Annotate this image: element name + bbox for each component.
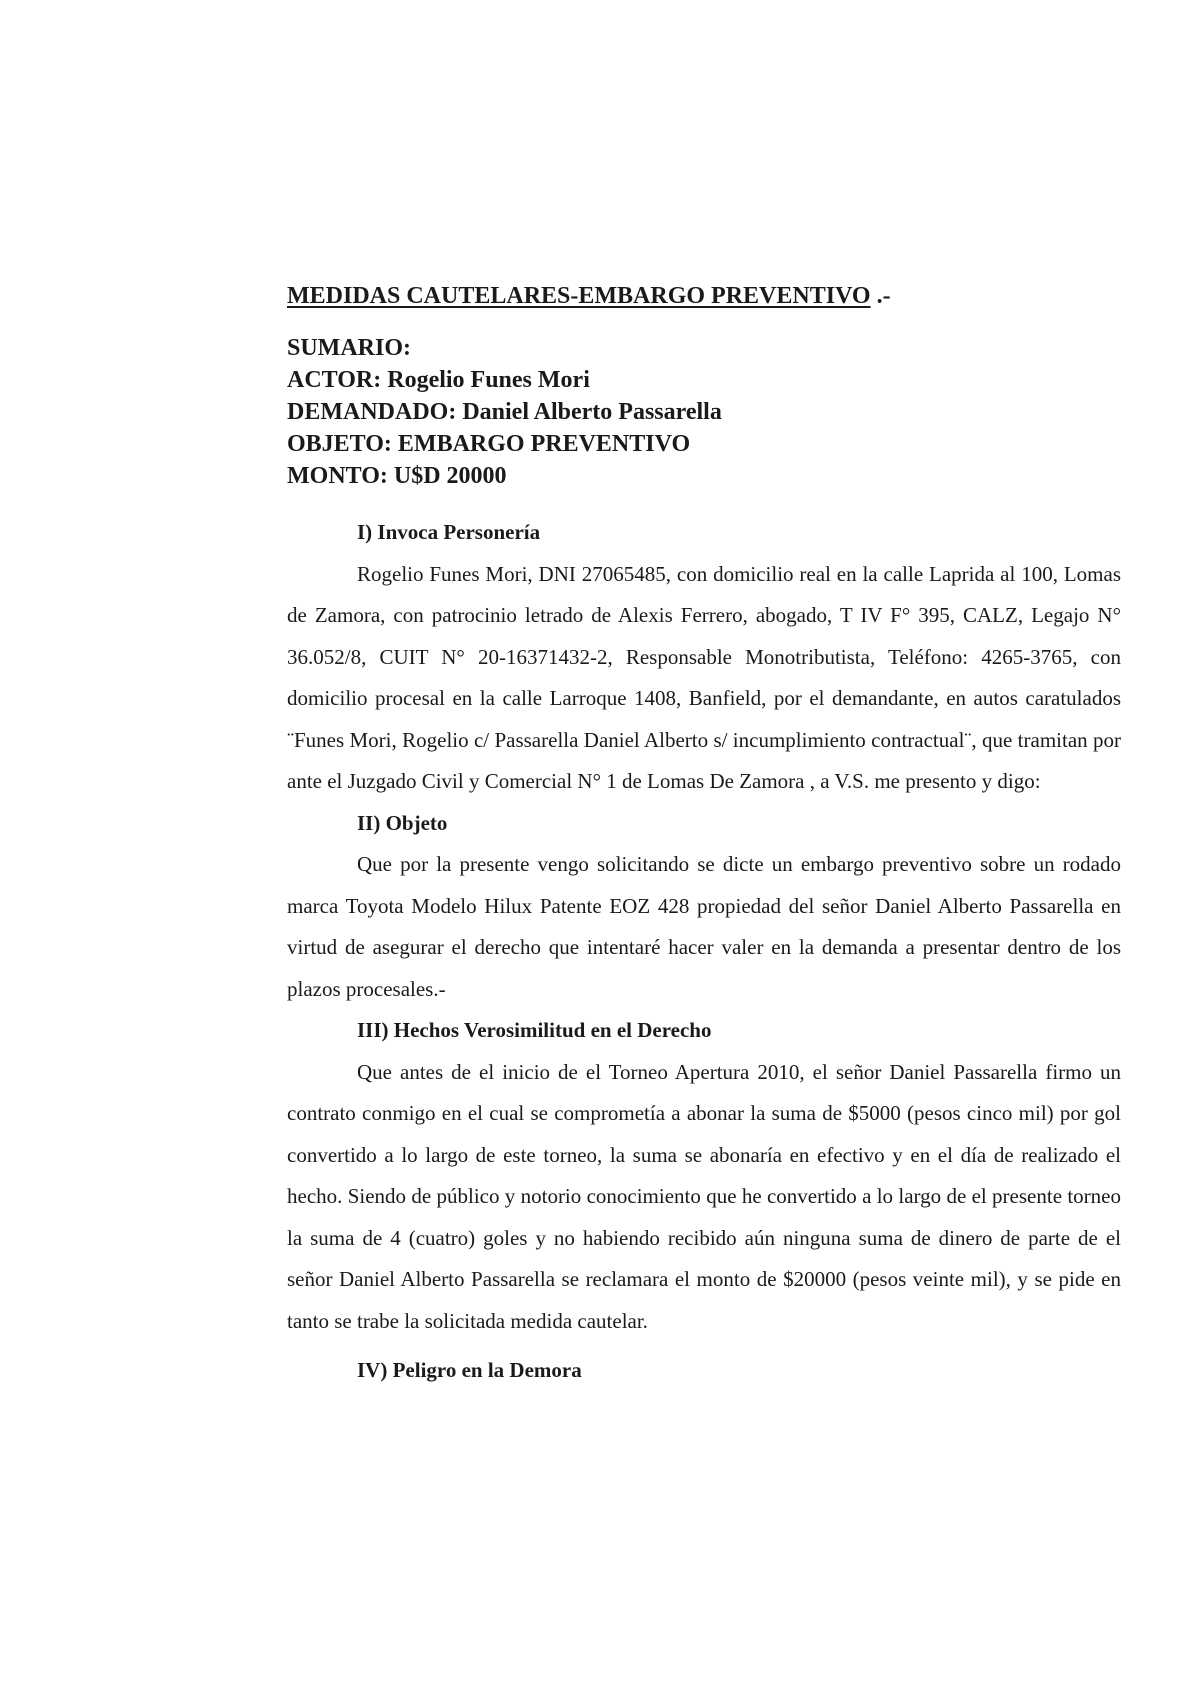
summary-block	[287, 332, 1121, 492]
section-body-objeto: Que por la presente vengo solicitando se dicte un embargo preventivo sobre un rodado marca Toyota Modelo Hilux Patente EOZ 428 propiedad del señor Daniel Alberto Passarella en virtud de asegurar el derecho que intentaré hacer valer en la demanda a presentar dentro de los plazos procesales.-	[287, 852, 1121, 1001]
summary-actor: ACTOR: Rogelio Funes Mori	[287, 367, 590, 393]
document-title-text: MEDIDAS CAUTELARES-EMBARGO PREVENTIVO	[287, 283, 871, 309]
section-body-personeria: Rogelio Funes Mori, DNI 27065485, con domicilio real en la calle Laprida al 100, Lomas de Zamora, con patrocinio letrado de Alexis Ferrero, abogado, T IV F° 395, CALZ, Legajo N° 36.052/8, CUIT N° 20-16371432-2, Responsable Monotributista, Teléfono: 4265-3765, con domicilio procesal en la calle Larroque 1408, Banfield, por el demandante, en autos caratulados ¨Funes Mori, Rogelio c/ Passarella Daniel Alberto s/ incumplimiento contractual¨, que tramitan por ante el Juzgado Civil y Comercial N° 1 de Lomas De Zamora , a V.S. me presento y digo:	[287, 561, 1121, 793]
section-heading-objeto: II) Objeto	[357, 810, 448, 835]
document-page	[287, 280, 1121, 1392]
section-body-hechos: Que antes de el inicio de el Torneo Apertura 2010, el señor Daniel Passarella firmo un contrato conmigo en el cual se comprometía a abonar la suma de $5000 (pesos cinco mil) por gol convertido a lo largo de este torneo, la suma se abonaría en efectivo y en el día de realizado el hecho. Siendo de público y notorio conocimiento que he convertido a lo largo de el presente torneo la suma de 4 (cuatro) goles y no habiendo recibido aún ninguna suma de dinero de parte de el señor Daniel Alberto Passarella se reclamara el monto de $20000 (pesos veinte mil), y se pide en tanto se trabe la solicitada medida cautelar.	[287, 1059, 1121, 1333]
section-heading-peligro: IV) Peligro en la Demora	[357, 1358, 582, 1382]
summary-objeto: OBJETO: EMBARGO PREVENTIVO	[287, 431, 691, 457]
section-gap	[287, 1342, 1121, 1350]
summary-heading: SUMARIO:	[287, 335, 411, 361]
sections	[287, 512, 1121, 1392]
document-title	[287, 280, 1121, 312]
section-heading-hechos: III) Hechos Verosimilitud en el Derecho	[357, 1018, 712, 1042]
summary-monto: MONTO: U$D 20000	[287, 463, 507, 489]
document-title-suffix: .-	[870, 283, 891, 309]
summary-demandado: DEMANDADO: Daniel Alberto Passarella	[287, 399, 722, 425]
section-heading-personeria: I) Invoca Personería	[357, 520, 541, 544]
